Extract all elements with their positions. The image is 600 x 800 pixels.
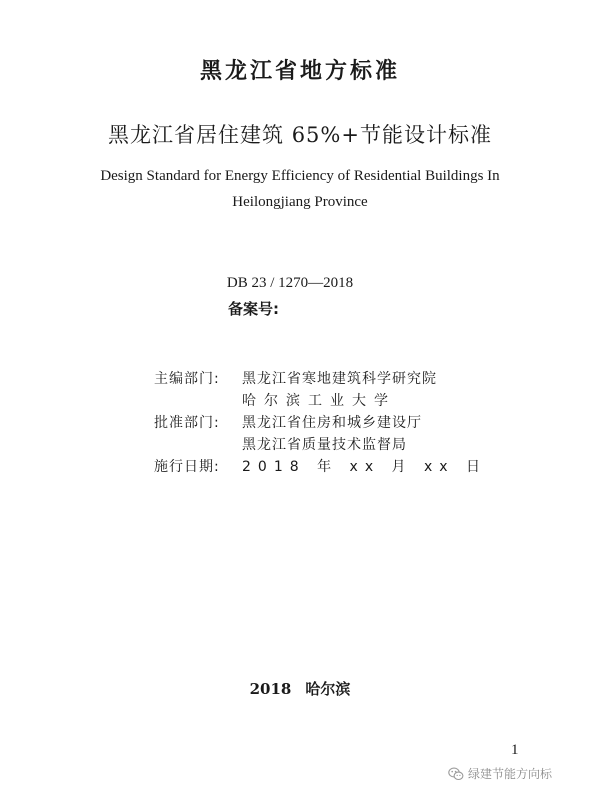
standard-code: DB 23 / 1270—2018	[226, 275, 354, 291]
approver-row-2	[154, 434, 487, 456]
effective-date-row	[154, 456, 487, 478]
document-category: 黑龙江省地方标准	[199, 59, 400, 84]
standard-title-en-line2: Heilongjiang Province	[232, 194, 368, 210]
publication-place	[0, 678, 600, 699]
standard-title-en	[0, 163, 600, 215]
approver-name-1: 黑龙江省住房和城乡建设厅	[242, 415, 422, 431]
wechat-icon	[448, 767, 464, 781]
approver-label: 批准部门:	[154, 415, 220, 431]
editor-row-2	[154, 390, 487, 412]
watermark	[448, 765, 552, 782]
standard-title-cn: 黑龙江省居住建筑 65%+节能设计标准	[108, 123, 492, 147]
editor-row	[154, 368, 487, 390]
watermark-text: 绿建节能方向标	[468, 767, 553, 781]
publication-year: 2018	[249, 680, 292, 698]
editor-name-2: 哈尔滨工业大学	[242, 393, 396, 409]
standard-title-en-line1: Design Standard for Energy Efficiency of Residential Buildings In	[100, 168, 500, 184]
effective-date-label: 施行日期:	[154, 459, 220, 475]
record-number-label: 备案号:	[228, 300, 279, 318]
editor-name-1: 黑龙江省寒地建筑科学研究院	[242, 371, 437, 387]
page-number: 1	[511, 742, 519, 758]
editor-label: 主编部门:	[154, 371, 220, 387]
publication-info	[154, 368, 487, 478]
effective-date-value: 2018 年 xx 月 xx 日	[242, 459, 488, 475]
approver-name-2: 黑龙江省质量技术监督局	[242, 437, 407, 453]
approver-row	[154, 412, 487, 434]
publication-city: 哈尔滨	[305, 680, 351, 698]
